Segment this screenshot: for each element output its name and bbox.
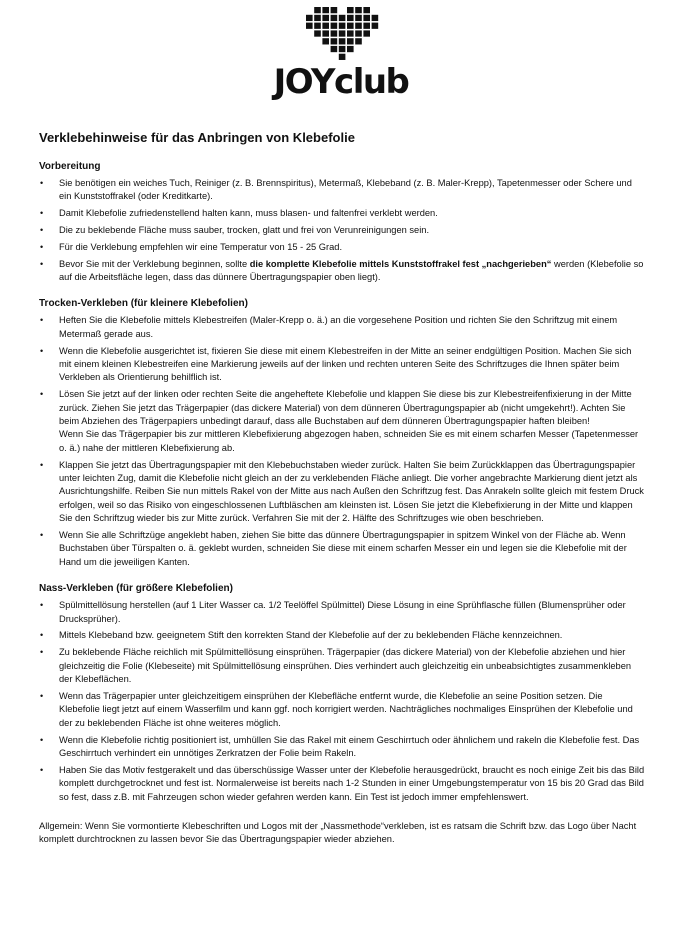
list-item-emphasis: die komplette Klebefolie mittels Kunststoffrakel fest „nachgerieben“ (249, 258, 552, 269)
section-trocken-verkleben (39, 297, 645, 569)
section-heading: Vorbereitung (39, 161, 101, 172)
list-item: • Für die Verklebung empfehlen wir eine Temperatur von 15 - 25 Grad. (39, 241, 645, 254)
list-item-text: werden (Klebefolie so auf die Arbeitsfläche legen, dass das dünnere Übertragungspapier oben liegt). (59, 258, 644, 282)
list-item: • Haben Sie das Motiv festgerakelt und das überschüssige Wasser unter der Klebefolie herausgedrückt, braucht es noch einige Zeit bis das Bild komplett durchgetrocknet und fest ist. Normalerweise ist bereits nach 1-2 Stunden in einer Umgebungstemperatur von 15 bis 20 Grad das Bild so fest, dass z.B. mit Fahrzeugen schon wieder gefahren werden kann. Ein Test ist jedoch immer empfehlenswert. (39, 764, 645, 804)
list-item: • Sie benötigen ein weiches Tuch, Reiniger (z. B. Brennspiritus), Metermaß, Klebeband (z. B. Maler-Krepp), Tapetenmesser oder Schere und ein Kunststoffrakel (oder Kreditkarte). (39, 177, 645, 204)
general-note: Allgemein: Wenn Sie vormontierte Klebeschriften und Logos mit der „Nassmethode“verkleben, ist es ratsam die Schrift bzw. das Logo über Nacht komplett durchtrocknen zu lassen bevor Sie das Übertragungspapier wieder abziehen. (39, 820, 637, 845)
list-item-text: Lösen Sie jetzt auf der linken oder rechten Seite die angeheftete Klebefolie und klappen Sie diese bis zur Klebestreifenfixierung in der Mitte zurück. Ziehen Sie jetzt das Trägerpapier (das dickere Material) von dem dünneren Übertragungspapier ab (nicht umgekehrt!). Achten Sie beim Abziehen des Trägerpapiers unbedingt darauf, dass alle Buchstaben auf dem dünneren Übertragungspapier haften bleiben! (59, 389, 632, 427)
logo (0, 0, 682, 110)
bullet-list (39, 599, 645, 804)
list-item: • Damit Klebefolie zufriedenstellend halten kann, muss blasen- und faltenfrei verklebt werden. (39, 207, 645, 220)
list-item: • Heften Sie die Klebefolie mittels Klebestreifen (Maler-Krepp o. ä.) an die vorgesehene Position und richten Sie den Schriftzug mit einem Metermaß gerade aus. (39, 314, 645, 341)
bullet-list (39, 177, 645, 284)
list-item-continuation: Wenn Sie das Trägerpapier bis zur mittleren Klebefixierung abgezogen haben, schneiden Sie es mit einem scharfen Messer (Tapetenmesser o. ä.) nahe der mittleren Klebefixierung ab. (59, 429, 639, 453)
section-nass-verkleben (39, 582, 645, 804)
list-item: • Spülmittellösung herstellen (auf 1 Liter Wasser ca. 1/2 Teelöffel Spülmittel) Diese Lösung in eine Sprühflasche füllen (Blumensprüher oder Drucksprüher). (39, 599, 645, 626)
pixel-heart-icon (303, 6, 383, 60)
list-item: • Wenn das Trägerpapier unter gleichzeitigem einsprühen der Klebefläche entfernt wurde, die Klebefolie an seine Position setzen. Die Klebefolie liegt jetzt auf einem Wasserfilm und kann ggf. noch korrigiert werden. Nachträgliches nochmaliges Einsprühen der Klebefolie und der zu beklebenden Fläche ist ohne weiteres möglich. (39, 690, 645, 730)
list-item: • Zu beklebende Fläche reichlich mit Spülmittellösung einsprühen. Trägerpapier (das dickere Material) von der Klebefolie abziehen und hier gleichzeitig die Folie (Klebeseite) mit Spülmittellösung einsprühen. Dies verhindert auch gleichzeitig ein unbeabsichtigtes zusammenkleben der Klebeflächen. (39, 646, 645, 686)
bullet-list (39, 314, 645, 569)
list-item: • Wenn die Klebefolie richtig positioniert ist, umhüllen Sie das Rakel mit einem Geschirrtuch oder ähnlichem und rakeln die Klebefolie fest. Das Geschirrtuch verhindert ein unnötiges Zerkratzen der Folie beim Rakeln. (39, 734, 645, 761)
list-item: • Die zu beklebende Fläche muss sauber, trocken, glatt und frei von Verunreinigungen sein. (39, 224, 645, 237)
document-title: Verklebehinweise für das Anbringen von Klebefolie (39, 130, 355, 145)
brand-wordmark: JOYclub (273, 62, 409, 102)
section-heading: Trocken-Verkleben (für kleinere Klebefolien) (39, 298, 248, 310)
list-item: • Mittels Klebeband bzw. geeignetem Stift den korrekten Stand der Klebefolie auf der zu beklebenden Fläche kennzeichnen. (39, 629, 645, 642)
list-item (39, 258, 645, 285)
list-item: • Wenn die Klebefolie ausgerichtet ist, fixieren Sie diese mit einem Klebestreifen in der Mitte an seiner endgültigen Position. Machen Sie sich mit einem kleinen Klebestreifen eine Markierung jeweils auf der linken und rechten unteren Seite des Schriftzuges die Ihnen später beim Verkleben als Orientierung behilflich ist. (39, 345, 645, 385)
section-vorbereitung (39, 160, 645, 284)
list-item-text: Bevor Sie mit der Verklebung beginnen, sollte (59, 258, 250, 269)
section-heading: Nass-Verkleben (für größere Klebefolien) (39, 583, 233, 595)
list-item: • Klappen Sie jetzt das Übertragungspapier mit den Klebebuchstaben wieder zurück. Halten Sie beim Zurückklappen das Übertragungspapier unter leichten Zug, damit die Klebefolie nicht gleich an der zu verklebenden Fläche anliegt. Die vorher angebrachte Markierung dient jetzt als Ausrichtungshilfe. Reiben Sie nun mittels Rakel von der Mitte aus nach Außen den Schriftzug fest. Das Anrakeln sollte gleich mit festem Druck erfolgen, weil so das Risiko von eingeschlossenen Luftbläschen am kleinsten ist. Lösen Sie jetzt die Klebefixierung in der Mitte und klappen Sie den Schriftzug wieder bis zur Mitte zurück. Verfahren Sie mit der 2. Hälfte des Schriftzuges wie oben beschrieben. (39, 459, 645, 526)
list-item: • Wenn Sie alle Schriftzüge angeklebt haben, ziehen Sie bitte das dünnere Übertragungspapier in spitzem Winkel von der Fläche ab. Wenn Buchstaben über Türspalten o. ä. geklebt wurden, schneiden Sie diese mit einem scharfen Messer ein und legen sie die Klebefolie mit der Hand um die jeweiligen Kanten. (39, 529, 645, 569)
list-item (39, 388, 645, 455)
document-body (39, 130, 645, 847)
